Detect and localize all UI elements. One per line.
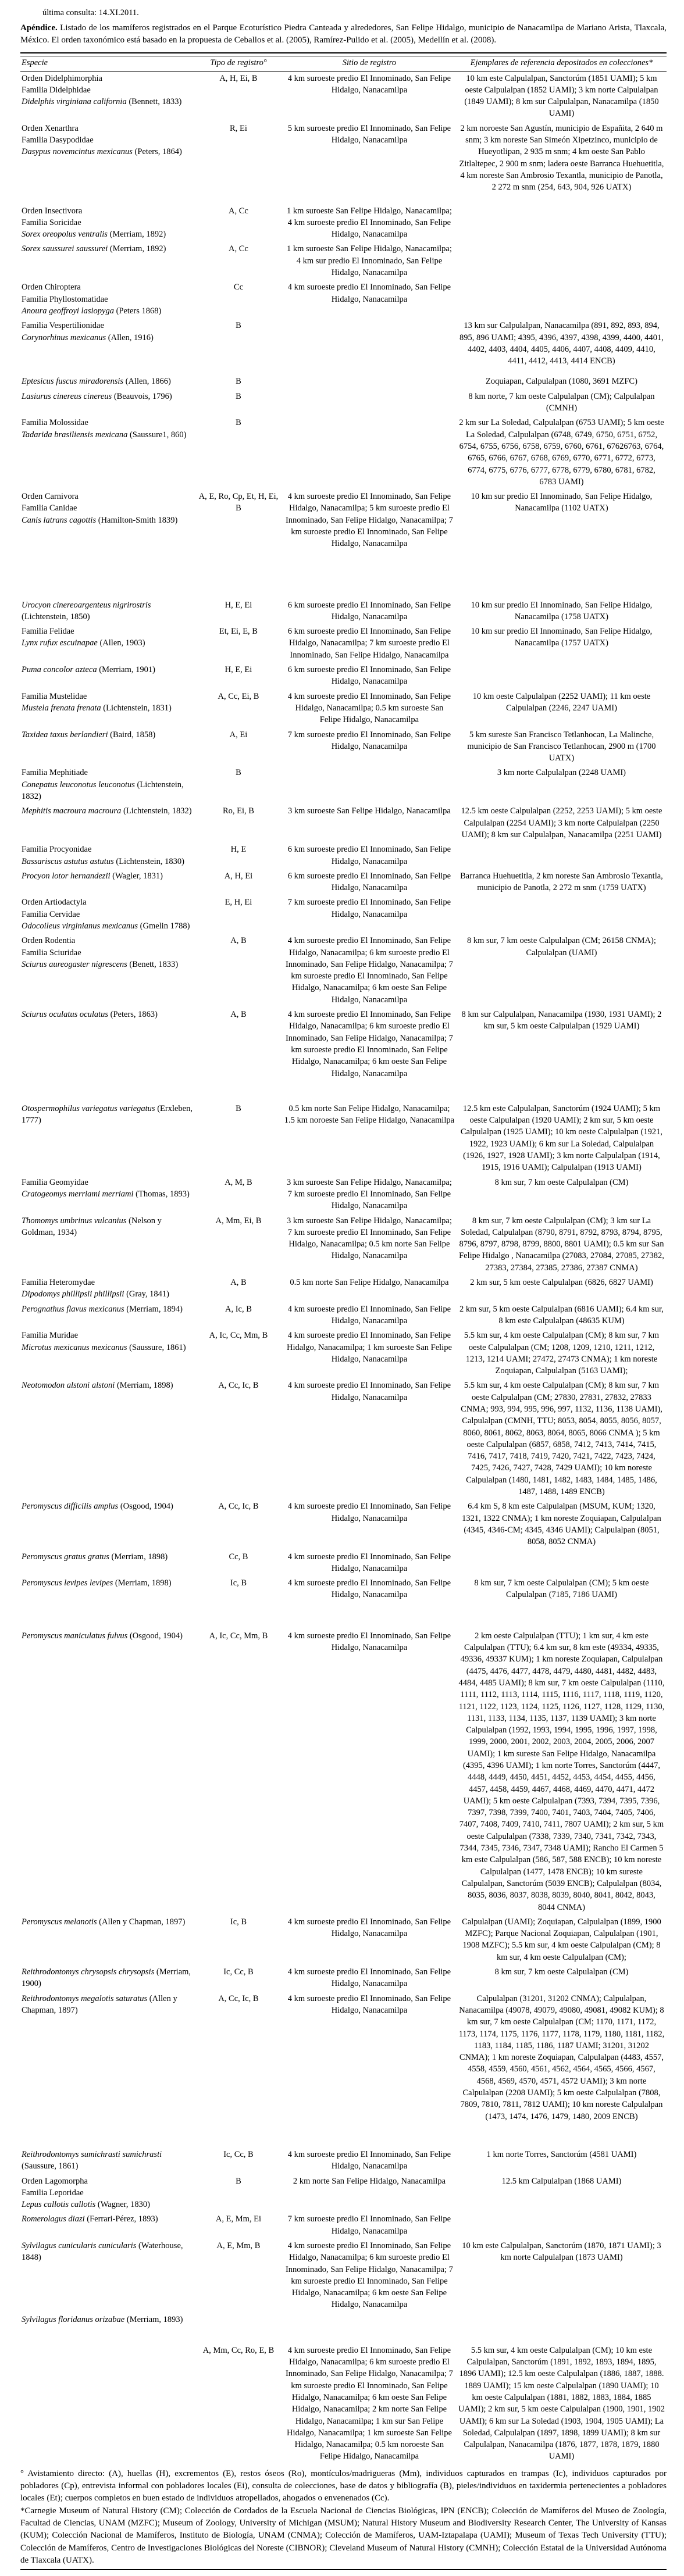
ejemplares-cell: 8 km sur, 7 km oeste Calpulalpan (CM) <box>494 1967 629 1977</box>
tipo-registro-cell: A, Cc, Ic, B <box>218 1502 259 1512</box>
tipo-registro-cell: Cc <box>233 283 244 292</box>
sitio-registro-cell <box>282 766 457 804</box>
footnotes <box>20 2468 667 2567</box>
species-name: Cratogeomys merriami merriami (Thomas, 1893) <box>22 1189 190 1199</box>
table-row <box>20 895 667 934</box>
especie-cell <box>20 624 195 663</box>
table-header <box>20 56 667 71</box>
taxon-group-label: Familia Vespertilionidae <box>22 321 104 331</box>
species-name: Anoura geoffroyi lasiopyga (Peters 1868) <box>22 306 162 316</box>
table-row <box>20 766 667 804</box>
tipo-registro-cell: A, Cc, Ei, B <box>218 691 259 701</box>
taxon-group-label: Orden Didelphimorphia <box>22 73 102 83</box>
taxon-group-label: Familia Leporidae <box>22 2188 84 2198</box>
especie-cell <box>20 1176 195 1214</box>
appendix-text: Listado de los mamíferos registrados en el Parque Ecoturístico Piedra Canteada y alrededores, San Felipe Hidalgo, municipio de Nanacamilpa de Mariano Arista, Tlaxcala, México. El orden taxonómico está basado en la propuesta de Ceballos et al. (2005), Ramírez-Pulido et al. (2005), Medellín et al. (2008). <box>20 23 667 45</box>
tipo-registro-cell: A, H, Ei <box>224 871 253 881</box>
table-row <box>20 1576 667 1629</box>
table-row <box>20 204 667 242</box>
sitio-registro-cell: 4 km suroeste predio El Innominado, San Felipe Hidalgo, Nanacamilpa; 1 km suroeste San Felipe Hidalgo, Nanacamilpa <box>286 1331 452 1364</box>
taxon-group-label: Familia Mustelidae <box>22 691 87 701</box>
table-row <box>20 490 667 598</box>
ejemplares-cell: 2 km oeste Calpulalpan (TTU); 1 km sur, 4 km este Calpulalpan (TTU); 6.4 km sur, 8 km este (49334, 49335, 49336, 49337 KUM); 1 km noreste Zoquiapan, Calpulalpan (4475, 4476, 4477, 4478, 4479, 4480, 4481, 4482, 4483, 4484, 4485 UAMI); 8 km sur, 7 km oeste Calpulalpan (1110, 1111, 1112, 1113, 1114, 1115, 1116, 1117, 1118, 1119, 1120, 1121, 1122, 1123, 1124, 1125, 1126, 1127, 1128, 1129, 1130, 1131, 1133, 1134, 1135, 1137, 1139 UAMI); 3 km norte Calpulalpan (1992, 1993, 1994, 1995, 1996, 1997, 1998, 1999, 2000, 2001, 2002, 2003, 2004, 2005, 2006, 2007 UAMI); 1 km sureste San Felipe Hidalgo, Nanacamilpa (4395, 4396 UAMI); 1 km norte Torres, Sanctorúm (4447, 4448, 4449, 4450, 4451, 4452, 4453, 4454, 4455, 4456, 4457, 4458, 4459, 4467, 4468, 4469, 4470, 4471, 4472 UAMI); 5 km oeste Calpulalpan (7393, 7394, 7395, 7396, 7397, 7398, 7399, 7400, 7401, 7403, 7404, 7405, 7406, 7407, 7408, 7409, 7410, 7411, 7807 UAMI); 2 km sur, 5 km oeste Calpulalpan (7338, 7339, 7340, 7341, 7342, 7343, 7344, 7345, 7346, 7347, 7348 UAMI); Rancho El Carmen 5 km este Calpulalpan (586, 587, 588 ENCB); 10 km noreste Calpulalpan (1477, 1478 ENCB); 10 km sureste Calpulalpan, Sanctorúm (5039 ENCB); Calpulalpan (8034, 8035, 8036, 8037, 8038, 8039, 8040, 8041, 8042, 8043, 8044 CNMA) <box>458 1631 665 1912</box>
especie-cell <box>20 390 195 416</box>
species-table-body <box>20 71 667 2464</box>
ejemplares-cell: Barranca Huehuetitla, 2 km noreste San Ambrosio Texantla, municipio de Panotla, 2 272 m snm (1759 UATX) <box>460 871 663 893</box>
especie-cell <box>20 71 195 122</box>
taxon-group-label: Familia Dasypodidae <box>22 135 94 145</box>
table-row <box>20 1629 667 1915</box>
taxon-group-label: Familia Soricidae <box>22 217 81 227</box>
ejemplares-cell: 2 km sur, 5 km oeste Calpulalpan (6816 UAMI); 6.4 km sur, 8 km este Calpulalpan (48635 KUM) <box>459 1304 664 1325</box>
ejemplares-cell: 8 km sur, 7 km oeste Calpulalpan (CM; 26158 CNMA); Calpulalpan (UAMI) <box>467 936 656 957</box>
table-bottom-rule <box>20 2569 667 2571</box>
taxon-group-label: Familia Felidae <box>22 627 74 637</box>
ejemplares-cell: 13 km sur Calpulalpan, Nanacamilpa (891, 892, 893, 894, 895, 896 UAMI; 4395, 4396, 4397, 4398, 4399, 4400, 4401, 4402, 4403, 4404, 4405, 4406, 4407, 4408, 4409, 4410, 4411, 4412, 4413, 4414 ENCB) <box>459 321 664 366</box>
especie-cell <box>20 242 195 280</box>
species-name: Sciurus aureogaster nigrescens (Benett, 1833) <box>22 959 179 969</box>
taxon-group-label: Familia Molossidae <box>22 418 88 428</box>
ejemplares-cell: 5 km sureste San Francisco Tetlanhocan, La Malinche, municipio de San Francisco Tetlanhocan, 2900 m (1700 UATX) <box>467 730 656 763</box>
header-sitio-de-registro: Sitio de registro <box>282 56 457 71</box>
species-name: Lepus callotis callotis (Wagner, 1830) <box>22 2200 150 2210</box>
tipo-registro-cell: R, Ei <box>230 123 247 133</box>
ejemplares-cell: 10 km sur predio El Innominado, San Felipe Hidalgo, Nanacamilpa (1102 UATX) <box>471 492 653 513</box>
sitio-registro-cell: 4 km suroeste predio El Innominado, San Felipe Hidalgo, Nanacamilpa; 5 km suroeste predio El Innominado, San Felipe Hidalgo, Nanacamilpa; 7 km suroeste predio El Innominado, San Felipe Hidalgo, Nanacamilpa <box>285 492 453 549</box>
table-row <box>20 869 667 896</box>
species-name: Peromyscus levipes levipes (Merriam, 1898) <box>22 1578 172 1588</box>
sitio-registro-cell: 3 km suroeste San Felipe Hidalgo, Nanacamilpa; 7 km suroeste predio El Innominado, San Felipe Hidalgo, Nanacamilpa; 0.5 km norte San Felipe Hidalgo, Nanacamilpa <box>286 1216 452 1261</box>
taxon-group-label: Orden Xenarthra <box>22 123 79 133</box>
table-row <box>20 122 667 204</box>
sitio-registro-cell <box>282 374 457 389</box>
taxon-group-label: Orden Artiodactyla <box>22 898 87 908</box>
ejemplares-cell: 10 km oeste Calpulalpan (2252 UAMI); 11 km oeste Calpulalpan (2246, 2247 UAMI) <box>472 691 651 713</box>
especie-cell <box>20 1550 195 1577</box>
especie-cell <box>20 934 195 1007</box>
table-row <box>20 2313 667 2464</box>
especie-cell <box>20 1965 195 1992</box>
taxon-group-label: Orden Lagomorpha <box>22 2176 88 2186</box>
species-name: Odocoileus virginianus mexicanus (Gmelin 1788) <box>22 921 190 931</box>
ejemplares-cell <box>457 663 667 689</box>
tipo-registro-cell: B <box>236 321 241 331</box>
appendix-label: Apéndice. <box>20 23 58 33</box>
especie-cell <box>20 1214 195 1276</box>
especie-cell <box>20 204 195 242</box>
species-name: Tadarida brasiliensis mexicana (Saussure1, 860) <box>22 430 187 440</box>
table-row <box>20 663 667 689</box>
ejemplares-cell: 8 km sur Calpulalpan, Nanacamilpa (1930, 1931 UAMI); 2 km sur, 5 km oeste Calpulalpan (1929 UAMI) <box>461 1010 662 1031</box>
sitio-registro-cell <box>282 390 457 416</box>
especie-cell <box>20 842 195 869</box>
especie-cell <box>20 319 195 374</box>
tipo-registro-cell: B <box>236 377 241 387</box>
species-name: Lasiurus cinereus cinereus (Beauvois, 1796) <box>22 391 172 401</box>
table-row <box>20 842 667 869</box>
sitio-registro-cell: 4 km suroeste predio El Innominado, San Felipe Hidalgo, Nanacamilpa <box>287 1967 451 1989</box>
header-tipo-de-registro: Tipo de registro° <box>195 56 282 71</box>
sitio-registro-cell: 0.5 km norte San Felipe Hidalgo, Nanacamilpa; 1.5 km noroeste San Felipe Hidalgo, Nanacamilpa <box>284 1103 455 1126</box>
ejemplares-cell: 5.5 km sur, 4 km oeste Calpulalpan (CM); 8 km sur, 7 km oeste Calpulalpan (CM; 1208, 1209, 1210, 1211, 1212, 1213, 1214 UAMI; 27472, 27473 CNMA); 1 km noreste Zoquiapan, Calpulalpan (5163 UAMI); <box>464 1331 660 1376</box>
sitio-registro-cell: 6 km suroeste predio El Innominado, San Felipe Hidalgo, Nanacamilpa; 7 km suroeste predio El Innominado, San Felipe Hidalgo, Nanacamilpa <box>287 627 451 660</box>
especie-cell <box>20 1499 195 1549</box>
table-row <box>20 390 667 416</box>
table-row <box>20 319 667 374</box>
taxon-group-label: Familia Cervidae <box>22 909 80 919</box>
species-name: Urocyon cinereoargenteus nigrirostris (Lichtenstein, 1850) <box>22 600 151 621</box>
tipo-registro-cell: A, B <box>230 936 247 946</box>
ejemplares-cell: Zoquiapan, Calpulalpan (1080, 3691 MZFC) <box>485 377 637 387</box>
especie-cell <box>20 869 195 896</box>
species-name: Peromyscus difficilis amplus (Osgood, 1904) <box>22 1502 173 1512</box>
taxon-group-label: Familia Sciuridae <box>22 948 81 957</box>
ejemplares-cell <box>457 1550 667 1577</box>
table-row <box>20 1214 667 1276</box>
especie-cell <box>20 1629 195 1915</box>
tipo-registro-cell: Ro, Ei, B <box>222 806 254 816</box>
table-row <box>20 2174 667 2213</box>
table-row <box>20 1499 667 1549</box>
ejemplares-cell: 2 km noroeste San Agustín, municipio de Españita, 2 640 m snm; 3 km noreste San Simeón Xipetzinco, municipio de Hueyotlipan, 2 935 m snm; 4 km oeste San Pablo Zitlaltepec, 2 900 m snm; ladera oeste Barranca Huehuetitla, 4 km noreste San Ambrosio Texantla, municipio de Panotla, 2 272 m snm (254, 643, 904, 926 UATX) <box>459 123 664 192</box>
table-row <box>20 624 667 663</box>
ejemplares-cell <box>457 842 667 869</box>
tipo-registro-cell: A, B <box>230 1278 247 1288</box>
ejemplares-cell: 6.4 km S, 8 km este Calpulalpan (MSUM, KUM; 1320, 1321, 1322 CNMA); 1 km noreste Zoquiapan, Calpulalpan (4345, 4346-CM; 4345, 4346 UAMI); Calpulalpan (8051, 8058, 8052 CNMA) <box>462 1502 661 1547</box>
table-row <box>20 280 667 319</box>
ejemplares-cell: 10 km sur predio El Innominado, San Felipe Hidalgo, Nanacamilpa (1757 UATX) <box>471 627 653 648</box>
sitio-registro-cell: 4 km suroeste predio El Innominado, San Felipe Hidalgo, Nanacamilpa <box>287 1552 451 1573</box>
especie-cell <box>20 2239 195 2313</box>
species-name: Peromyscus melanotis (Allen y Chapman, 1897) <box>22 1917 186 1927</box>
table-row <box>20 1992 667 2148</box>
table-row <box>20 1176 667 1214</box>
table-row <box>20 2239 667 2313</box>
sitio-registro-cell: 4 km suroeste predio El Innominado, San Felipe Hidalgo, Nanacamilpa; 0.5 km suroeste San Felipe Hidalgo, Nanacamilpa <box>287 691 451 725</box>
especie-cell <box>20 804 195 842</box>
ejemplares-cell: 8 km sur, 7 km oeste Calpulalpan (CM); 3 km sur La Soledad, Calpulalpan (8790, 8791, 8792, 8793, 8794, 8795, 8796, 8797, 8798, 8799, 8800, 8801 UAMI); 0.5 km sur San Felipe Hidalgo , Nanacamilpa (27083, 27084, 27085, 27382, 27383, 27384, 27385, 27386, 27387 CNMA) <box>459 1216 664 1273</box>
species-name: Dasypus novemcintus mexicanus (Peters, 1864) <box>22 147 182 157</box>
taxon-group-label: Familia Didelphidae <box>22 85 91 95</box>
especie-cell <box>20 1992 195 2148</box>
tipo-registro-cell: A, E, Mm, Ei <box>215 2214 262 2224</box>
especie-cell <box>20 766 195 804</box>
sitio-registro-cell: 4 km suroeste predio El Innominado, San Felipe Hidalgo, Nanacamilpa <box>287 1381 451 1402</box>
species-name: Lynx rufux escuinapae (Allen, 1903) <box>22 638 145 648</box>
ejemplares-cell: 10 km este Calpulalpan, Sanctorúm (1851 UAMI); 5 km oeste Calpulalpan (1852 UAMI); 3 km norte Calpulalpan (1849 UAMI); 8 km sur Calpulalpan, Nanacamilpa (1850 UAMI) <box>464 73 659 119</box>
ejemplares-cell: 2 km sur, 5 km oeste Calpulalpan (6826, 6827 UAMI) <box>470 1278 653 1288</box>
sitio-registro-cell: 4 km suroeste predio El Innominado, San Felipe Hidalgo, Nanacamilpa; 6 km suroeste predio El Innominado, San Felipe Hidalgo, Nanacamilpa; 7 km suroeste predio El Innominado, San Felipe Hidalgo, Nanacamilpa; 6 km oeste San Felipe Hidalgo, Nanacamilpa <box>285 1010 453 1078</box>
table-row <box>20 1102 667 1176</box>
ejemplares-cell: 10 km sur predio El Innominado, San Felipe Hidalgo, Nanacamilpa (1758 UATX) <box>471 600 653 621</box>
species-name: Perognathus flavus mexicanus (Merriam, 1894) <box>22 1304 183 1314</box>
species-name: Mustela frenata frenata (Lichtenstein, 1831) <box>22 703 172 713</box>
table-row <box>20 1378 667 1499</box>
ejemplares-cell <box>457 242 667 280</box>
sitio-registro-cell: 3 km suroeste San Felipe Hidalgo, Nanacamilpa <box>288 806 451 816</box>
especie-cell <box>20 895 195 934</box>
species-name: Bassariscus astutus astutus (Lichtenstein, 1830) <box>22 856 184 866</box>
species-name: Procyon lotor hernandezii (Wagler, 1831) <box>22 871 163 881</box>
especie-cell <box>20 598 195 625</box>
header-ejemplares: Ejemplares de referencia depositados en colecciones* <box>457 56 667 71</box>
tipo-registro-cell: A, E, Mm, B <box>216 2241 261 2250</box>
sitio-registro-cell: 7 km suroeste predio El Innominado, San Felipe Hidalgo, Nanacamilpa <box>287 2214 451 2236</box>
ejemplares-cell: 12.5 km Calpulalpan (1868 UAMI) <box>501 2176 622 2186</box>
species-name: Sorex saussurei saussurei (Merriam, 1892) <box>22 244 166 254</box>
species-name: Puma concolor azteca (Merriam, 1901) <box>22 665 155 675</box>
table-row <box>20 374 667 389</box>
tipo-registro-cell: B <box>236 2176 241 2186</box>
tipo-registro-cell: A, Cc, Ic, B <box>218 1381 259 1391</box>
species-name: Dipodomys phillipsii phillipsii (Gray, 1841) <box>22 1289 170 1299</box>
especie-cell <box>20 2212 195 2239</box>
tipo-registro-cell: A, B <box>230 1010 247 1020</box>
ejemplares-cell: Calpulalpan (31201, 31202 CNMA); Calpulalpan, Nanacamilpa (49078, 49079, 49080, 49081, 49082 KUM); 8 km sur, 7 km oeste Calpulalpan (CM; 1170, 1171, 1172, 1173, 1174, 1175, 1176, 1177, 1178, 1179, 1180, 1181, 1182, 1183, 1184, 1185, 1186, 1187 UAMI; 31201, 31202 CNMA); 1 km noreste Zoquiapan, Calpulalpan (4483, 4557, 4558, 4559, 4560, 4561, 4562, 4564, 4565, 4566, 4567, 4568, 4569, 4570, 4571, 4572 UAMI); 3 km norte Calpulalpan (2208 UAMI); 5 km oeste Calpulalpan (7808, 7809, 7810, 7811, 7812 UAMI); 10 km noreste Calpulalpan (1473, 1474, 1476, 1479, 1480, 2009 ENCB) <box>458 1993 665 2121</box>
header-especie: Especie <box>20 56 195 71</box>
table-row <box>20 1328 667 1378</box>
sitio-registro-cell: 4 km suroeste predio El Innominado, San Felipe Hidalgo, Nanacamilpa <box>287 1304 451 1325</box>
table-row <box>20 2212 667 2239</box>
table-row <box>20 242 667 280</box>
table-row <box>20 804 667 842</box>
table-row <box>20 416 667 490</box>
sitio-registro-cell: 1 km suroeste San Felipe Hidalgo, Nanacamilpa; 4 km suroeste predio El Innominado, San Felipe Hidalgo, Nanacamilpa <box>286 206 452 240</box>
species-name: Sciurus oculatus oculatus (Peters, 1863) <box>22 1010 158 1020</box>
sitio-registro-cell: 4 km suroeste predio El Innominado, San Felipe Hidalgo, Nanacamilpa <box>287 1578 451 1600</box>
sitio-registro-cell: 6 km suroeste predio El Innominado, San Felipe Hidalgo, Nanacamilpa <box>287 845 451 866</box>
species-name: Sorex oreopolus ventralis (Merriam, 1892) <box>22 230 166 240</box>
taxon-group-label: Orden Rodentia <box>22 936 76 946</box>
colecciones-footnote: *Carnegie Museum of Natural History (CM); Colección de Cordados de la Escuela Nacional de Ciencias Biológicas, IPN (ENCB); Colección de Mamíferos del Museo de Zoología, Facultad de Ciencias, UNAM (MZFC); Museum of Zoology, University of Michigan (MSUM); Natural History Museum and Biodiversity Research Center, The University of Kansas (KUM); Colección Nacional de Mamíferos, Instituto de Biología, UNAM (CNMA); Colección de Mamíferos, UAM-Iztapalapa (UAMI); Museum of Texas Tech University (TTU); Colección de Mamíferos, Centro de Investigaciones Biológicas del Noreste (CIBNOR); Cleveland Museum of Natural History (CMNH); Colección Estatal de la Universidad Autónoma de Tlaxcala (UATX). <box>20 2506 667 2565</box>
especie-cell <box>20 1302 195 1329</box>
tipo-registro-cell: Et, Ei, E, B <box>219 627 258 637</box>
tipo-registro-cell: A, Ic, Cc, Mm, B <box>209 1331 268 1341</box>
taxon-group-label: Orden Chiroptera <box>22 283 81 292</box>
sitio-registro-cell: 5 km suroeste predio El Innominado, San Felipe Hidalgo, Nanacamilpa <box>287 123 451 145</box>
tipo-registro-cell: H, E <box>230 845 247 855</box>
tipo-registro-cell: A, Mm, Ei, B <box>215 1216 262 1226</box>
ejemplares-cell: 2 km sur La Soledad, Calpulalpan (6753 UAMI); 5 km oeste La Soledad, Calpulalpan (6748, 6749, 6750, 6751, 6752, 6754, 6755, 6756, 6758, 6759, 6760, 6761, 67626763, 6764, 6765, 6766, 6767, 6768, 6769, 6770, 6771, 6772, 6773, 6774, 6775, 6776, 6777, 6778, 6779, 6780, 6781, 6782, 6783 UAMI) <box>459 418 664 487</box>
species-name: Peromyscus gratus gratus (Merriam, 1898) <box>22 1552 168 1562</box>
table-row <box>20 1550 667 1577</box>
tipo-registro-cell: B <box>236 1103 241 1113</box>
sitio-registro-cell: 6 km suroeste predio El Innominado, San Felipe Hidalgo, Nanacamilpa <box>287 600 451 621</box>
tipo-registro-cell: A, Ic, B <box>225 1304 252 1314</box>
ejemplares-cell: 8 km sur, 7 km oeste Calpulalpan (CM); 5 km oeste Calpulalpan (7185, 7186 UAMI) <box>474 1578 649 1600</box>
ejemplares-cell <box>457 895 667 934</box>
tipo-registro-cell: A, Mm, Cc, Ro, E, B <box>202 2345 275 2355</box>
especie-cell <box>20 1276 195 1302</box>
sitio-registro-cell: 7 km suroeste predio El Innominado, San Felipe Hidalgo, Nanacamilpa <box>287 898 451 919</box>
species-name: Thomomys umbrinus vulcanius (Nelson y Goldman, 1934) <box>22 1216 162 1237</box>
especie-cell <box>20 728 195 766</box>
sitio-registro-cell: 4 km suroeste predio El Innominado, San Felipe Hidalgo, Nanacamilpa; 6 km suroeste predio El Innominado, San Felipe Hidalgo, Nanacamilpa; 7 km suroeste predio El Innominado, San Felipe Hidalgo, Nanacamilpa; 6 km oeste San Felipe Hidalgo, Nanacamilpa <box>285 2241 453 2310</box>
table-row <box>20 1915 667 1965</box>
species-name: Romerolagus diazi (Ferrari-Pérez, 1893) <box>22 2214 158 2224</box>
especie-cell <box>20 663 195 689</box>
especie-cell <box>20 1915 195 1965</box>
especie-cell <box>20 1102 195 1176</box>
species-name: Neotomodon alstoni alstoni (Merriam, 1898) <box>22 1381 173 1391</box>
especie-cell <box>20 490 195 598</box>
table-row <box>20 728 667 766</box>
species-name: Sylvilagus floridanus orizabae (Merriam, 1893) <box>22 2314 183 2324</box>
ejemplares-cell: 3 km norte Calpulalpan (2248 UAMI) <box>497 768 626 778</box>
table-top-rule <box>20 52 667 56</box>
sitio-registro-cell: 4 km suroeste predio El Innominado, San Felipe Hidalgo, Nanacamilpa <box>287 1631 451 1653</box>
especie-cell <box>20 416 195 490</box>
especie-cell <box>20 2313 195 2464</box>
sitio-registro-cell: 4 km suroeste predio El Innominado, San Felipe Hidalgo, Nanacamilpa <box>287 1917 451 1939</box>
tipo-registro-cell: Ic, Cc, B <box>223 2149 254 2159</box>
tipo-registro-cell: H, E, Ei <box>225 665 252 675</box>
especie-cell <box>20 280 195 319</box>
species-name: Sylvilagus cunicularis cunicularis (Waterhouse, 1848) <box>22 2241 183 2263</box>
especie-cell <box>20 122 195 204</box>
tipo-registro-footnote: ° Avistamiento directo: (A), huellas (H), excrementos (E), restos óseos (Ro), montículos/madrigueras (Mm), individuos capturados en trampas (Ic), individuos capturados por pobladores (Cp), entrevista informal con pobladores locales (Ei), consulta de colecciones, base de datos y bibliografía (B), pieles/individuos en taxidermia pertenecientes a pobladores locales (Et); cuerpos completos en buen estado de individuos atropellados, ahogados o envenenados (Cc). <box>20 2468 667 2503</box>
table-row <box>20 71 667 122</box>
species-name: Mephitis macroura macroura (Lichtenstein, 1832) <box>22 806 192 816</box>
tipo-registro-cell: B <box>236 391 241 401</box>
ejemplares-cell: 12.5 km este Calpulalpan, Sanctorúm (1924 UAMI); 5 km oeste Calpulalpan (1920 UAMI); 2 km sur, 5 km oeste Calpulalpan (1925 UAMI); 10 km oeste Calpulalpan (1921, 1922, 1923 UAMI); 6 km sur La Soledad, Calpulalpan (1926, 1927, 1928 UAMI); 3 km norte Calpulalpan (1914, 1915, 1916 UAMI); Calpulalpan (1913 UAMI) <box>460 1103 663 1173</box>
species-name: Canis latrans cagottis (Hamilton-Smith 1839) <box>22 515 178 525</box>
tipo-registro-cell: A, Cc <box>229 206 248 216</box>
species-name: Conepatus leuconotus leuconotus (Lichtenstein, 1832) <box>22 780 184 802</box>
sitio-registro-cell: 0.5 km norte San Felipe Hidalgo, Nanacamilpa <box>290 1278 449 1288</box>
sitio-registro-cell: 4 km suroeste predio El Innominado, San Felipe Hidalgo, Nanacamilpa <box>287 73 451 95</box>
sitio-registro-cell: 4 km suroeste predio El Innominado, San Felipe Hidalgo, Nanacamilpa; 6 km suroeste predio El Innominado, San Felipe Hidalgo, Nanacamilpa; 7 km suroeste predio El Innominado, San Felipe Hidalgo, Nanacamilpa; 6 km oeste San Felipe Hidalgo, Nanacamilpa <box>285 936 453 1005</box>
sitio-registro-cell: 4 km suroeste predio El Innominado, San Felipe Hidalgo, Nanacamilpa <box>287 283 451 304</box>
ejemplares-cell: 8 km sur, 7 km oeste Calpulalpan (CM) <box>494 1177 629 1187</box>
especie-cell <box>20 374 195 389</box>
tipo-registro-cell: A, Ic, Cc, Mm, B <box>209 1631 268 1641</box>
species-name: Peromyscus maniculatus fulvus (Osgood, 1904) <box>22 1631 183 1641</box>
taxon-group-label: Orden Carnivora <box>22 492 79 502</box>
ejemplares-cell <box>457 280 667 319</box>
tipo-registro-cell: A, Cc, Ic, B <box>218 1993 259 2003</box>
taxon-group-label: Familia Mephitiade <box>22 768 88 778</box>
ejemplares-cell: Calpulalpan (UAMI); Zoquiapan, Calpulalpan (1899, 1900 MZFC); Parque Nacional Zoquiapan, Calpulalpan (1901, 1908 MZFC); 5.5 km sur, 4 km oeste Calpulalpan (CM); 8 km sur, 4 km oeste Calpulalpan (CM); <box>462 1917 661 1962</box>
tipo-registro-cell: Ic, B <box>230 1917 247 1927</box>
taxon-group-label: Familia Muridae <box>22 1331 79 1341</box>
tipo-registro-cell: B <box>236 418 241 428</box>
species-name: Reithrodontomys sumichrasti sumichrasti (Saussure, 1861) <box>22 2149 162 2171</box>
sitio-registro-cell: 3 km suroeste San Felipe Hidalgo, Nanacamilpa; 7 km suroeste predio El Innominado, San Felipe Hidalgo, Nanacamilpa <box>286 1177 452 1211</box>
species-name: Otospermophilus variegatus variegatus (Erxleben, 1777) <box>22 1103 193 1126</box>
appendix-caption <box>20 22 667 47</box>
especie-cell <box>20 1378 195 1499</box>
sitio-registro-cell: 7 km suroeste predio El Innominado, San Felipe Hidalgo, Nanacamilpa <box>287 730 451 751</box>
sitio-registro-cell: 6 km suroeste predio El Innominado, San Felipe Hidalgo, Nanacamilpa <box>287 665 451 687</box>
especie-cell <box>20 2148 195 2174</box>
ejemplares-cell: 5.5 km sur, 4 km oeste Calpulalpan (CM); 8 km sur, 7 km oeste Calpulalpan (CM; 27830, 27831, 27832, 27833 CNMA; 993, 994, 995, 996, 997, 1132, 1136, 1138 UAMI), Calpulalpan (CMNH, TTU; 8053, 8054, 8055, 8056, 8057, 8060, 8061, 8062, 8063, 8064, 8065, 8066 CNMA ); 5 km oeste Calpulalpan (6857, 6858, 7412, 7413, 7414, 7415, 7416, 7417, 7418, 7419, 7420, 7421, 7422, 7423, 7424, 7425, 7426, 7427, 7428, 7429 UAMI); 10 km noreste Calpulalpan (1480, 1481, 1482, 1483, 1484, 1485, 1486, 1487, 1488, 1489 ENCB) <box>461 1381 662 1497</box>
taxon-group-label: Orden Insectivora <box>22 206 83 216</box>
last-consulted-line: última consulta: 14.XI.2011. <box>42 8 139 17</box>
sitio-registro-cell: 4 km suroeste predio El Innominado, San Felipe Hidalgo, Nanacamilpa <box>287 2149 451 2171</box>
sitio-registro-cell: 6 km suroeste predio El Innominado, San Felipe Hidalgo, Nanacamilpa <box>287 871 451 893</box>
table-row <box>20 1302 667 1329</box>
table-row <box>20 1276 667 1302</box>
ejemplares-cell: 12.5 km oeste Calpulalpan (2252, 2253 UAMI); 5 km oeste Calpulalpan (2254 UAMI); 3 km norte Calpulalpan (2250 UAMI); 8 km sur Calpulalpan, Nanacamilpa (2251 UAMI) <box>461 806 662 839</box>
ejemplares-cell <box>457 2212 667 2239</box>
sitio-registro-cell <box>282 416 457 490</box>
tipo-registro-cell: A, M, B <box>225 1177 252 1187</box>
species-name: Microtus mexicanus mexicanus (Saussure, 1861) <box>22 1342 186 1352</box>
table-row <box>20 598 667 625</box>
taxon-group-label: Familia Heteromydae <box>22 1278 95 1288</box>
ejemplares-cell <box>457 204 667 242</box>
table-row <box>20 1007 667 1102</box>
tipo-registro-cell: B <box>236 768 241 778</box>
tipo-registro-cell: H, E, Ei <box>225 600 252 610</box>
tipo-registro-cell: Cc, B <box>229 1552 248 1562</box>
tipo-registro-cell: A, E, Ro, Cp, Et, H, Ei, B <box>198 492 279 513</box>
ejemplares-cell: 5.5 km sur, 4 km oeste Calpulalpan (CM); 10 km este Calpulalpan, Sanctorúm (1891, 1892, 1893, 1894, 1895, 1896 UAMI); 12.5 km oeste Calpulalpan (1886, 1887, 1888. 1889 UAMI); 15 km oeste Calpulalpan (1890 UAMI); 10 km oeste Calpulalpan (1881, 1882, 1883, 1884, 1885 UAMI); 2 km sur, 5 km oeste Calpulalpan (1900, 1901, 1902 UAMI); 6 km sur La Soledad (1903, 1904, 1905 UAMI); La Soledad, Calpulalpan (1897, 1898, 1899 UAMI); 8 km sur Calpulalpan, Nanacamilpa (1876, 1877, 1878, 1879, 1880 UAMI) <box>458 2345 665 2461</box>
taxon-group-label: Familia Procyonidae <box>22 845 92 855</box>
especie-cell <box>20 689 195 728</box>
ejemplares-cell: 1 km norte Torres, Sanctorúm (4581 UAMI) <box>486 2149 637 2159</box>
species-name: Reithrodontomys chrysopsis chrysopsis (Merriam, 1900) <box>22 1967 191 1989</box>
species-name: Didelphis virginiana california (Bennett, 1833) <box>22 97 182 107</box>
tipo-registro-cell: Ic, B <box>230 1578 247 1588</box>
species-name: Eptesicus fuscus miradorensis (Allen, 1866) <box>22 377 171 387</box>
ejemplares-cell: 8 km norte, 7 km oeste Calpulalpan (CM); Calpulalpan (CMNH) <box>468 391 655 413</box>
tipo-registro-cell: A, H, Ei, B <box>219 73 258 83</box>
species-name: Taxidea taxus berlandieri (Baird, 1858) <box>22 730 156 739</box>
taxon-group-label: Familia Canidae <box>22 503 77 513</box>
sitio-registro-cell: 4 km suroeste predio El Innominado, San Felipe Hidalgo, Nanacamilpa <box>287 1502 451 1523</box>
table-row <box>20 1965 667 1992</box>
especie-cell <box>20 1576 195 1629</box>
table-row <box>20 2148 667 2174</box>
species-name: Reithrodontomys megalotis saturatus (Allen y Chapman, 1897) <box>22 1993 177 2015</box>
sitio-registro-cell: 4 km suroeste predio El Innominado, San Felipe Hidalgo, Nanacamilpa <box>287 1993 451 2015</box>
taxon-group-label: Familia Phyllostomatidae <box>22 294 108 304</box>
tipo-registro-cell: A, Ei <box>229 730 248 739</box>
species-name: Corynorhinus mexicanus (Allen, 1916) <box>22 333 154 342</box>
species-table <box>20 56 667 2464</box>
especie-cell <box>20 1328 195 1378</box>
sitio-registro-cell <box>282 319 457 374</box>
taxon-group-label: Familia Geomyidae <box>22 1177 88 1187</box>
ejemplares-cell: 10 km este Calpulalpan, Sanctorúm (1870, 1871 UAMI); 3 km norte Calpulalpan (1873 UAMI) <box>462 2241 661 2263</box>
especie-cell <box>20 1007 195 1102</box>
especie-cell <box>20 2174 195 2213</box>
sitio-registro-cell: 2 km norte San Felipe Hidalgo, Nanacamilpa <box>293 2176 446 2186</box>
tipo-registro-cell: A, Cc <box>229 244 248 254</box>
sitio-registro-cell: 1 km suroeste San Felipe Hidalgo, Nanacamilpa; 4 km sur predio El Innominado, San Felipe Hidalgo, Nanacamilpa <box>286 244 452 278</box>
sitio-registro-cell: 4 km suroeste predio El Innominado, San Felipe Hidalgo, Nanacamilpa; 6 km suroeste predio El Innominado, San Felipe Hidalgo, Nanacamilpa; 7 km suroeste predio El Innominado, San Felipe Hidalgo, Nanacamilpa; 6 km oeste San Felipe Hidalgo, Nanacamilpa; 2 km norte San Felipe Hidalgo, Nanacamilpa; 1 km sur San Felipe Hidalgo, Nanacamilpa; 1 km suroeste San Felipe Hidalgo, Nanacamilpa; 0.5 km noroeste San Felipe Hidalgo, Nanacamilpa <box>285 2345 453 2461</box>
tipo-registro-cell: Ic, Cc, B <box>223 1967 254 1977</box>
table-row <box>20 689 667 728</box>
table-row <box>20 934 667 1007</box>
tipo-registro-cell: E, H, Ei <box>225 898 252 908</box>
